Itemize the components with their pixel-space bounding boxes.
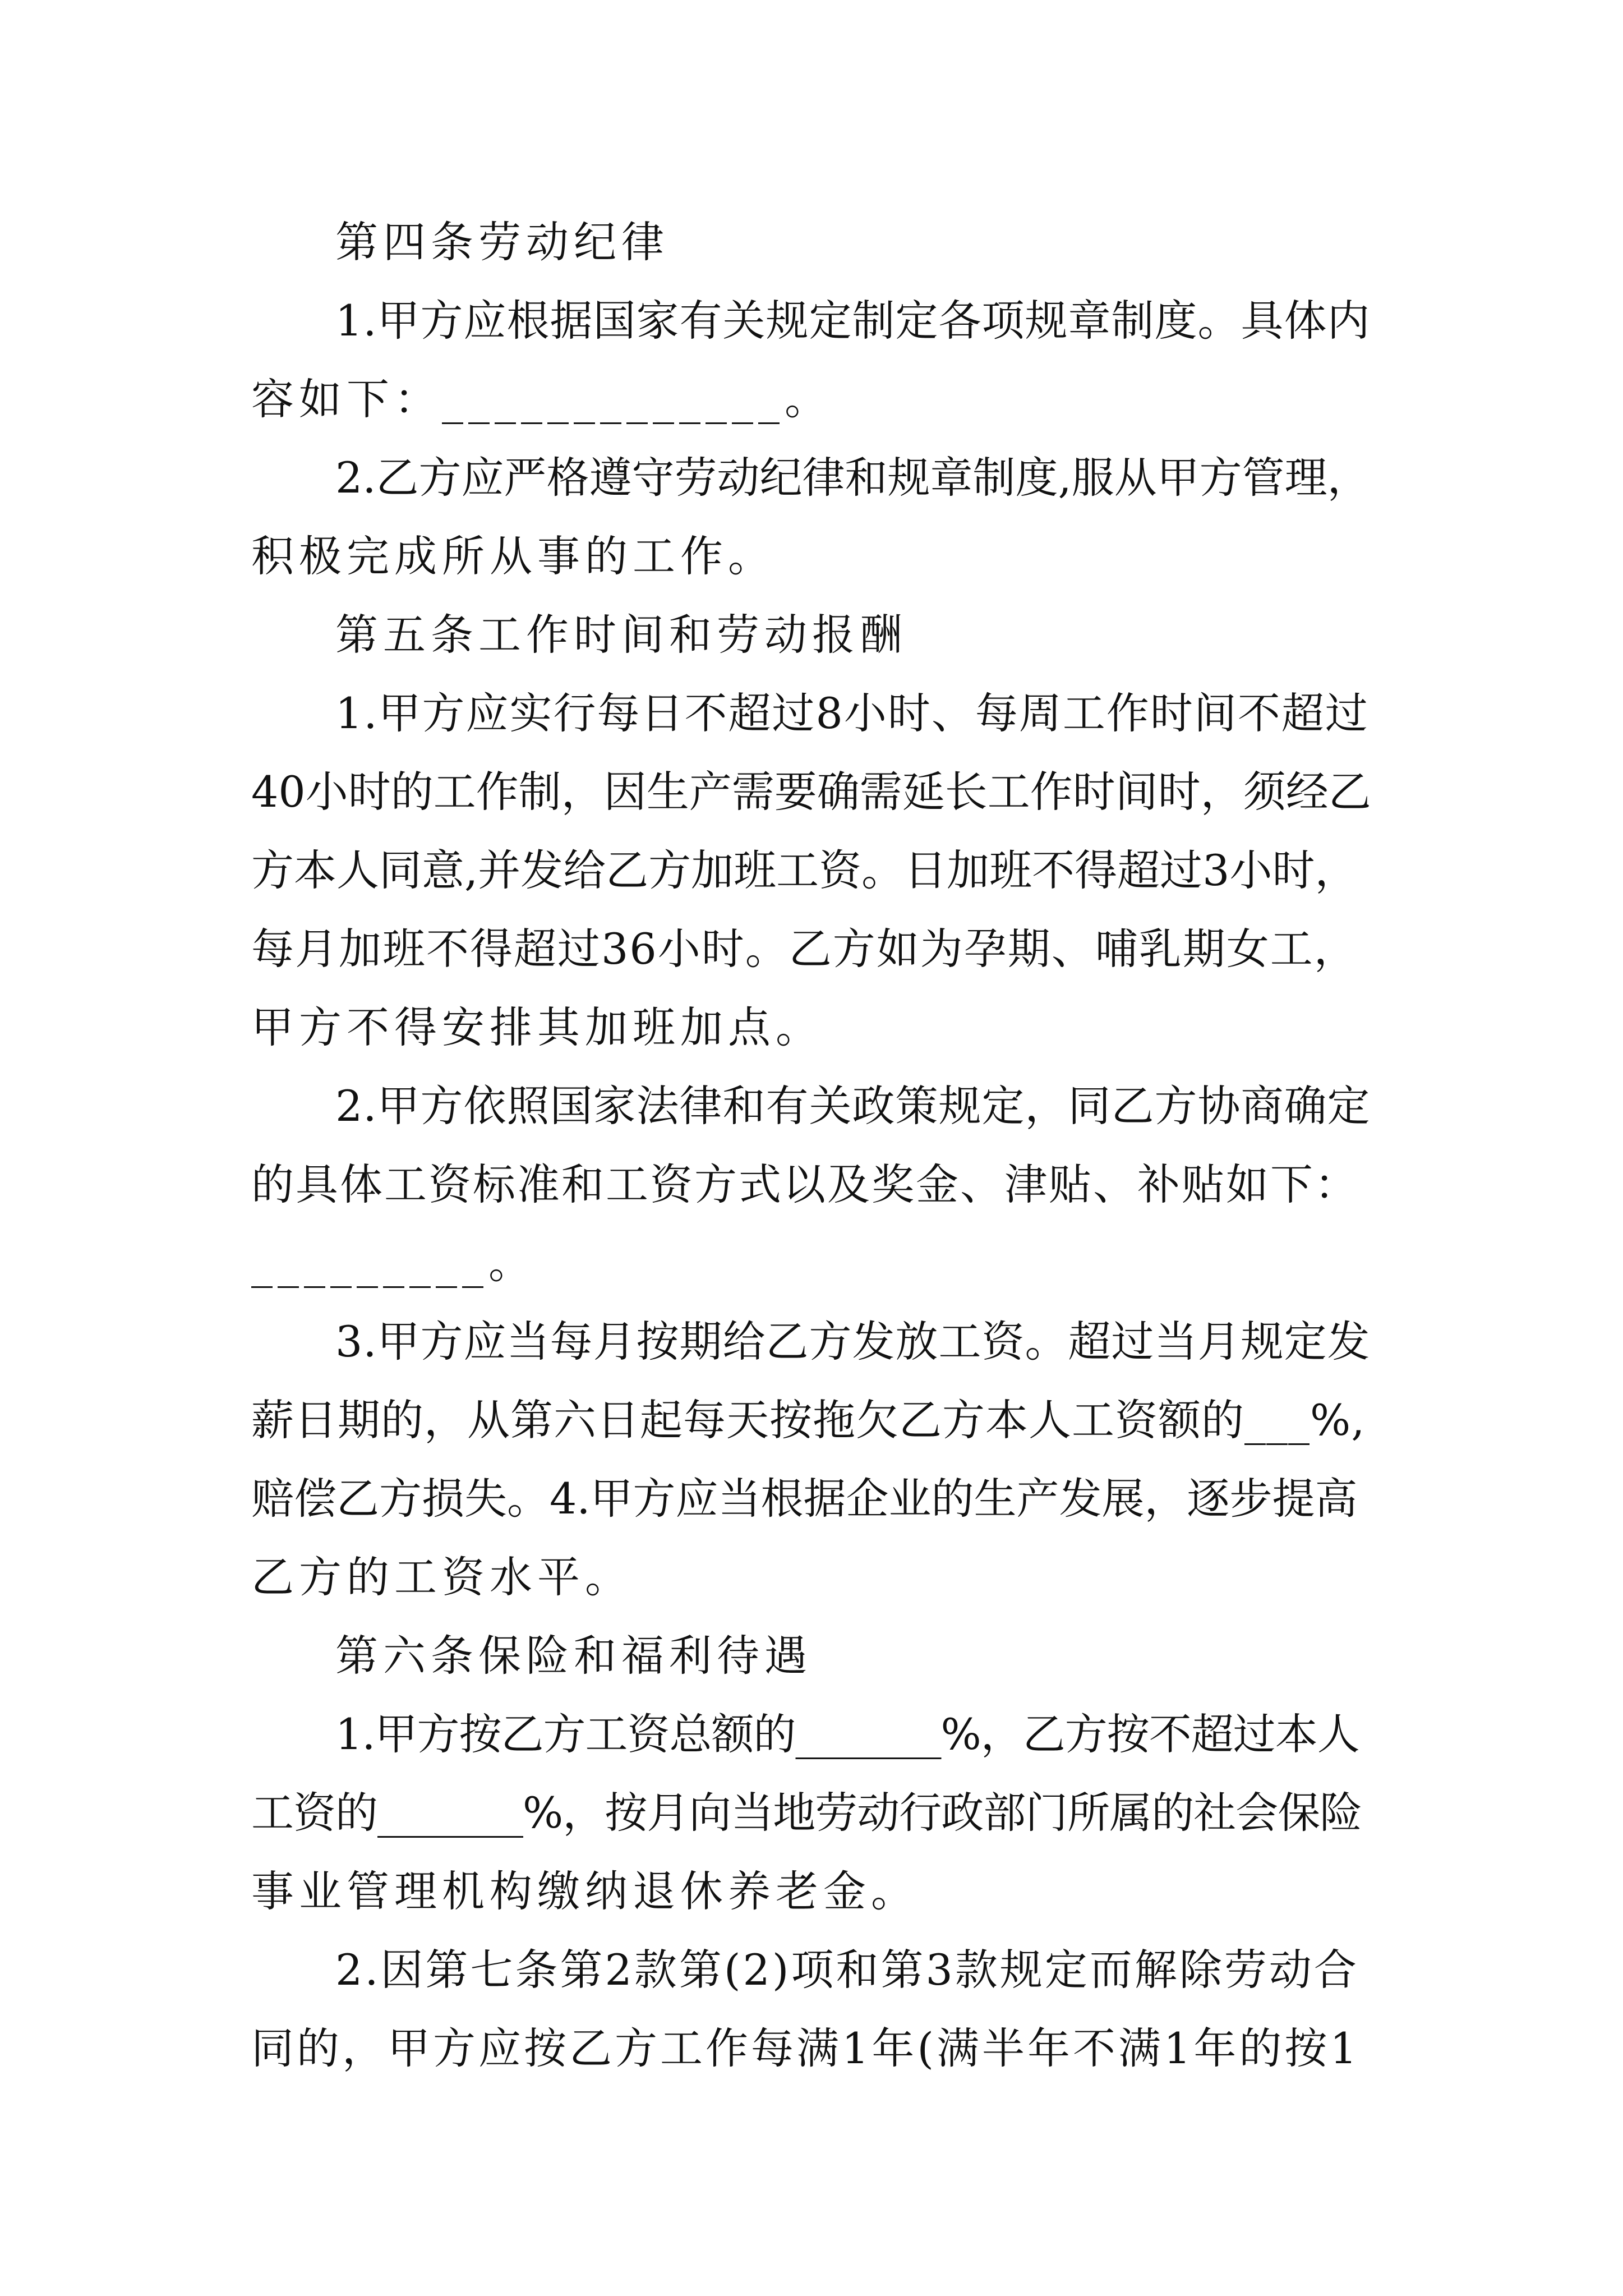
article-5-clause-3-line-1: 3.甲方应当每月按期给乙方发放工资。超过当月规定发: [335, 1317, 1371, 1366]
article-6-clause-2-line-2: 同的，甲方应按乙方工作每满1年(满半年不满1年的按1: [251, 2023, 1360, 2073]
article-5-clause-2-line-1: 2.甲方依照国家法律和有关政策规定，同乙方协商确定: [335, 1081, 1371, 1131]
article-5-clause-1-line-1: 1.甲方应实行每日不超过8小时、每周工作时间不超过: [335, 688, 1369, 738]
article-5-clause-1-line-4: 每月加班不得超过36小时。乙方如为孕期、哺乳期女工，: [251, 924, 1358, 974]
article-4-clause-2-line-1: 2.乙方应严格遵守劳动纪律和规章制度,服从甲方管理，: [335, 453, 1370, 503]
article-4-clause-1-line-2: 容如下：_____________。: [251, 374, 832, 424]
article-5-clause-3-line-3: 赔偿乙方损失。4.甲方应当根据企业的生产发展，逐步提高: [251, 1474, 1358, 1524]
article-5-clause-3-line-2: 薪日期的，从第六日起每天按拖欠乙方本人工资额的___%,: [251, 1395, 1366, 1445]
article-5-clause-1-line-5: 甲方不得安排其加班加点。: [251, 1002, 823, 1052]
article-5-clause-2-line-2: 的具体工资标准和工资方式以及奖金、津贴、补贴如下：: [251, 1159, 1359, 1209]
article-5-clause-1-line-3: 方本人同意,并发给乙方加班工资。日加班不得超过3小时，: [251, 845, 1358, 895]
article-4-clause-1-line-1: 1.甲方应根据国家有关规定制定各项规章制度。具体内: [335, 296, 1371, 346]
article-6-clause-1-line-1: 1.甲方按乙方工资总额的_______%，乙方按不超过本人: [335, 1709, 1359, 1759]
article-4-heading: 第四条劳动纪律: [335, 217, 669, 267]
article-5-clause-4-line-1: 乙方的工资水平。: [251, 1552, 633, 1602]
article-5-clause-1-line-2: 40小时的工作制，因生产需要确需延长工作时间时，须经乙: [251, 767, 1371, 817]
article-5-clause-2-line-3: _________。: [251, 1238, 536, 1288]
article-6-clause-1-line-2: 工资的_______%，按月向当地劳动行政部门所属的社会保险: [251, 1788, 1362, 1838]
article-5-heading: 第五条工作时间和劳动报酬: [335, 610, 907, 660]
article-6-clause-1-line-3: 事业管理机构缴纳退休养老金。: [251, 1866, 919, 1916]
article-6-clause-2-line-1: 2.因第七条第2款第(2)项和第3款规定而解除劳动合: [335, 1945, 1359, 1995]
article-6-heading: 第六条保险和福利待遇: [335, 1631, 812, 1681]
article-4-clause-2-line-2: 积极完成所从事的工作。: [251, 531, 776, 581]
